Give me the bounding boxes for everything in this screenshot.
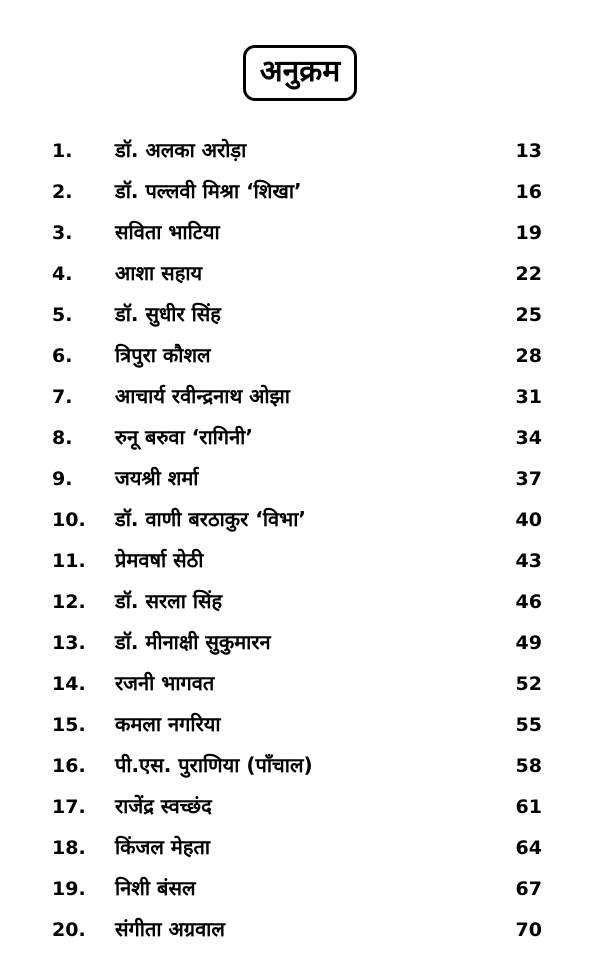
toc-row [0, 499, 600, 540]
toc-entry-number: 1. [52, 140, 73, 162]
toc-row [0, 745, 600, 786]
toc-entry-page-number: 70 [515, 919, 542, 941]
toc-entry-number: 16. [52, 755, 86, 777]
toc-entry-number: 11. [52, 550, 86, 572]
toc-entry-number: 5. [52, 304, 73, 326]
toc-row [0, 868, 600, 909]
toc-row [0, 704, 600, 745]
toc-entry-number: 17. [52, 796, 86, 818]
toc-entry-page-number: 49 [515, 632, 542, 654]
toc-row [0, 253, 600, 294]
toc-entry-number: 7. [52, 386, 73, 408]
toc-entry-name: डॉ. सरला सिंह [115, 589, 223, 613]
toc-entry-page-number: 55 [515, 714, 542, 736]
toc-entry-page-number: 64 [515, 837, 542, 859]
toc-row [0, 663, 600, 704]
toc-entry-number: 12. [52, 591, 86, 613]
toc-row [0, 376, 600, 417]
toc-entry-page-number: 31 [515, 386, 542, 408]
toc-entry-name: जयश्री शर्मा [115, 466, 199, 490]
toc-entry-number: 18. [52, 837, 86, 859]
toc-entry-name: रजनी भागवत [115, 671, 215, 695]
toc-entry-page-number: 40 [515, 509, 542, 531]
toc-entry-name: डॉ. अलका अरोड़ा [115, 138, 247, 162]
toc-row [0, 171, 600, 212]
page-title: अनुक्रम [243, 45, 358, 101]
toc-entry-name: किंजल मेहता [115, 835, 211, 859]
toc-entry-page-number: 61 [515, 796, 542, 818]
toc-entry-name: प्रेमवर्षा सेठी [115, 548, 204, 572]
toc-entry-number: 10. [52, 509, 86, 531]
toc-row [0, 827, 600, 868]
toc-entry-page-number: 25 [515, 304, 542, 326]
toc-row [0, 786, 600, 827]
toc-entry-name: आचार्य रवीन्द्रनाथ ओझा [115, 384, 290, 408]
toc-row [0, 294, 600, 335]
toc-entry-page-number: 67 [515, 878, 542, 900]
toc-entry-page-number: 52 [515, 673, 542, 695]
toc-entry-page-number: 28 [515, 345, 542, 367]
toc-entry-name: डॉ. पल्लवी मिश्रा ‘शिखा’ [115, 179, 302, 203]
toc-entry-number: 15. [52, 714, 86, 736]
toc-row [0, 458, 600, 499]
toc-entry-page-number: 37 [515, 468, 542, 490]
toc-entry-number: 20. [52, 919, 86, 941]
toc-entry-name: डॉ. सुधीर सिंह [115, 302, 221, 326]
toc-entry-number: 13. [52, 632, 86, 654]
toc-entry-name: रुनू बरुवा ‘रागिनी’ [115, 425, 253, 449]
toc-entry-page-number: 16 [515, 181, 542, 203]
toc-entry-number: 2. [52, 181, 73, 203]
title-container [0, 45, 600, 101]
toc-entry-number: 19. [52, 878, 86, 900]
toc-entry-name: आशा सहाय [115, 261, 203, 285]
toc-entry-name: संगीता अग्रवाल [115, 917, 225, 941]
toc-row [0, 130, 600, 171]
toc-entry-page-number: 46 [515, 591, 542, 613]
toc-entry-name: राजेंद्र स्वच्छंद [115, 794, 212, 818]
toc-entry-number: 14. [52, 673, 86, 695]
toc-entry-name: डॉ. वाणी बरठाकुर ‘विभा’ [115, 507, 306, 531]
toc-entry-name: त्रिपुरा कौशल [115, 343, 211, 367]
toc-entry-name: निशी बंसल [115, 876, 196, 900]
toc-row [0, 212, 600, 253]
toc-row [0, 335, 600, 376]
toc-row [0, 622, 600, 663]
toc-entry-name: पी.एस. पुराणिया (पाँचाल) [115, 753, 313, 777]
toc-entry-page-number: 19 [515, 222, 542, 244]
toc-row [0, 417, 600, 458]
toc-entry-number: 6. [52, 345, 73, 367]
toc-entry-name: सविता भाटिया [115, 220, 220, 244]
toc-entry-page-number: 22 [515, 263, 542, 285]
toc-entry-name: कमला नगरिया [115, 712, 221, 736]
toc-entry-page-number: 34 [515, 427, 542, 449]
toc-entry-number: 9. [52, 468, 73, 490]
toc-entry-number: 8. [52, 427, 73, 449]
toc-entry-page-number: 13 [515, 140, 542, 162]
toc-entry-name: डॉ. मीनाक्षी सुकुमारन [115, 630, 271, 654]
toc-row [0, 581, 600, 622]
toc-entry-number: 4. [52, 263, 73, 285]
toc-row [0, 909, 600, 950]
table-of-contents [0, 130, 600, 950]
toc-row [0, 540, 600, 581]
toc-entry-number: 3. [52, 222, 73, 244]
toc-entry-page-number: 43 [515, 550, 542, 572]
toc-entry-page-number: 58 [515, 755, 542, 777]
